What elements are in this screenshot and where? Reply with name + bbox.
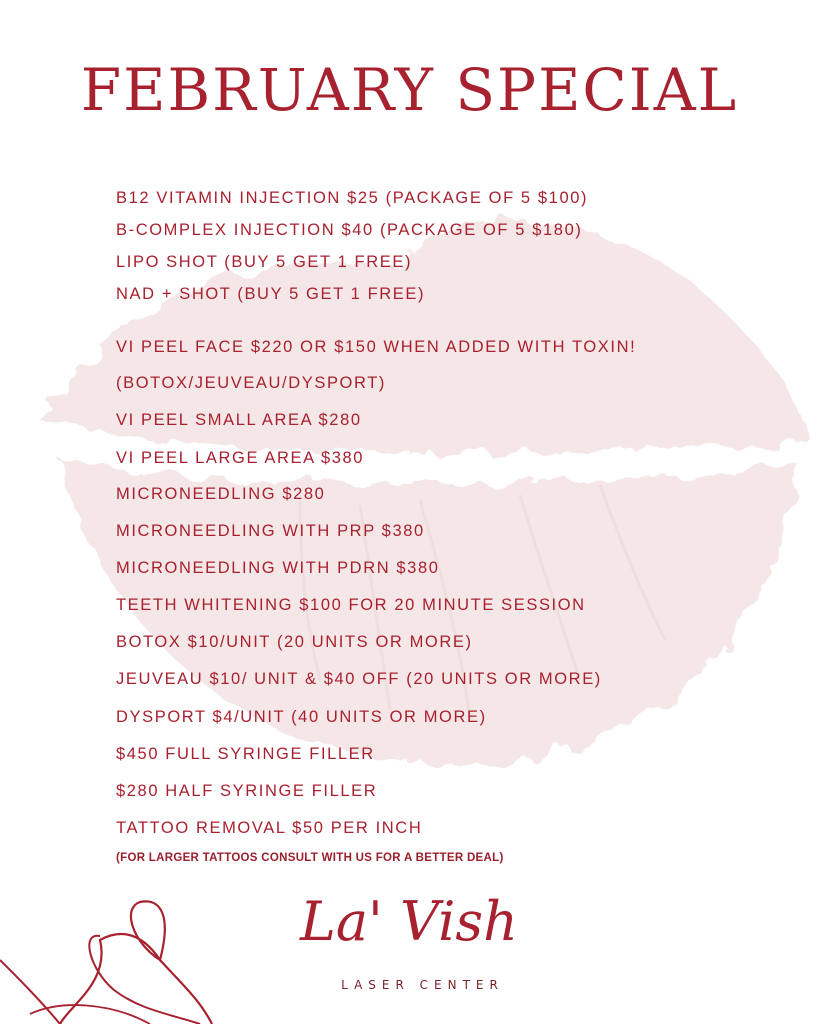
list-item: MICRONEEDLING WITH PDRN $380 (116, 559, 440, 577)
list-item: VI PEEL SMALL AREA $280 (116, 411, 362, 429)
list-item: NAD + SHOT (BUY 5 GET 1 FREE) (116, 285, 426, 303)
list-item: TATTOO REMOVAL $50 PER INCH (116, 819, 423, 837)
list-item: MICRONEEDLING $280 (116, 485, 326, 503)
list-item: B12 VITAMIN INJECTION $25 (PACKAGE OF 5 $100) (116, 189, 589, 207)
list-item: VI PEEL FACE $220 OR $150 WHEN ADDED WITH TOXIN! (116, 338, 637, 356)
list-item: B-COMPLEX INJECTION $40 (PACKAGE OF 5 $180) (116, 221, 583, 239)
logo-tagline: LASER CENTER (341, 978, 504, 992)
list-item: VI PEEL LARGE AREA $380 (116, 449, 365, 467)
list-item: $450 FULL SYRINGE FILLER (116, 745, 375, 763)
list-item: TEETH WHITENING $100 FOR 20 MINUTE SESSION (116, 596, 586, 614)
list-item: LIPO SHOT (BUY 5 GET 1 FREE) (116, 253, 413, 271)
list-item: (BOTOX/JEUVEAU/DYSPORT) (116, 374, 386, 392)
heart-outline-icon (0, 890, 240, 1024)
page-title: FEBRUARY SPECIAL (80, 56, 739, 124)
list-item: JEUVEAU $10/ UNIT & $40 OFF (20 UNITS OR MORE) (116, 670, 602, 688)
list-item: MICRONEEDLING WITH PRP $380 (116, 522, 425, 540)
logo-wordmark: La' Vish (300, 890, 518, 953)
list-item: $280 HALF SYRINGE FILLER (116, 782, 378, 800)
list-item: DYSPORT $4/UNIT (40 UNITS OR MORE) (116, 708, 487, 726)
list-item: BOTOX $10/UNIT (20 UNITS OR MORE) (116, 633, 473, 651)
footnote: (FOR LARGER TATTOOS CONSULT WITH US FOR A BETTER DEAL) (116, 852, 504, 864)
